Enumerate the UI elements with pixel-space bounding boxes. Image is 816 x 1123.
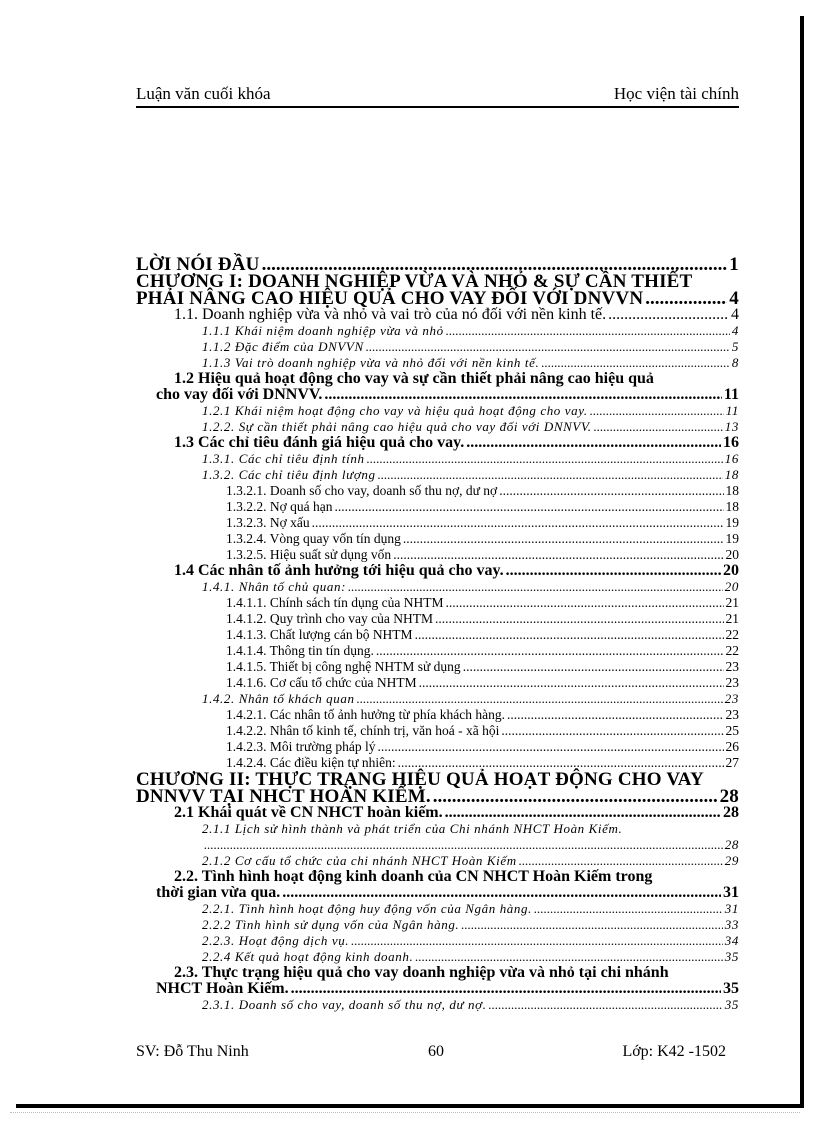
- toc-page-number: 18: [724, 467, 739, 482]
- toc-entry-title: 1.1. Doanh nghiệp vừa và nhỏ và vai trò của nó đối với nền kinh tế.: [174, 306, 607, 323]
- toc-entry-title: 2.3. Thực trạng hiệu quả cho vay doanh nghiệp vừa và nhỏ tại chi nhánh: [174, 964, 669, 981]
- toc-page-number: 23: [725, 675, 739, 690]
- toc-entry[interactable]: [136, 547, 739, 563]
- toc-entry[interactable]: [136, 499, 739, 515]
- toc-entry-title: 1.4.2.4. Các điều kiện tự nhiên:: [226, 755, 396, 770]
- toc-entry[interactable]: [136, 595, 739, 611]
- toc-entry-title: 2.2.3. Hoạt động dịch vụ.: [202, 933, 350, 948]
- toc-entry[interactable]: [136, 483, 739, 499]
- running-header: [136, 80, 739, 108]
- toc-entry-title: CHƯƠNG I: DOANH NGHIỆP VỪA VÀ NHỎ & SỰ CẦN THIẾT: [136, 271, 693, 292]
- toc-page-number: 20: [723, 562, 739, 579]
- toc-entry-title: 1.4.2.2. Nhân tố kinh tế, chính trị, văn hoá - xã hội: [226, 723, 500, 738]
- page-border-right: [800, 16, 804, 1106]
- toc-entry[interactable]: [136, 290, 739, 307]
- toc-entry[interactable]: [136, 643, 739, 659]
- toc-entry-title: 1.3.2.4. Vòng quay vốn tín dụng: [226, 531, 401, 546]
- toc-entry[interactable]: [136, 355, 739, 371]
- toc-entry[interactable]: [136, 788, 739, 805]
- header-rule: [136, 106, 739, 108]
- toc-entry[interactable]: [136, 755, 739, 771]
- toc-entry[interactable]: [136, 515, 739, 531]
- toc-page-number: 33: [724, 917, 739, 932]
- toc-entry-title: 1.4.2.1. Các nhân tố ảnh hưởng từ phía khách hàng.: [226, 707, 505, 722]
- toc-dot-leader: [519, 853, 723, 869]
- toc-entry[interactable]: [136, 933, 739, 949]
- toc-page-number: 29: [724, 853, 739, 868]
- toc-page-number: 20: [724, 579, 739, 594]
- toc-page-number: 23: [724, 691, 739, 706]
- toc-dot-leader: [463, 659, 724, 675]
- toc-entry-title: 1.4.1.1. Chính sách tín dụng của NHTM: [226, 595, 444, 610]
- toc-page-number: 26: [725, 739, 739, 754]
- page-border-bottom: [16, 1104, 804, 1108]
- toc-entry[interactable]: [136, 419, 739, 435]
- toc-page-number: 13: [724, 419, 739, 434]
- header-right-text: Học viện tài chính: [613, 84, 739, 103]
- toc-dot-leader: [282, 885, 721, 901]
- table-of-contents: [136, 256, 739, 1013]
- toc-page-number: 28: [719, 786, 739, 807]
- toc-entry[interactable]: [136, 981, 739, 997]
- footer-student: SV: Đỗ Thu Ninh: [136, 1043, 249, 1060]
- toc-dot-leader: [466, 435, 721, 451]
- toc-dot-leader: [357, 691, 723, 707]
- toc-dot-leader: [378, 467, 723, 483]
- toc-dot-leader: [398, 755, 724, 771]
- footer-class: Lớp: K42 -1502: [622, 1043, 726, 1060]
- toc-dot-leader: [488, 997, 722, 1013]
- footer-page-number: 60: [428, 1043, 444, 1060]
- toc-entry-title: 1.1.1 Khái niệm doanh nghiệp vừa và nhỏ: [202, 323, 444, 338]
- toc-dot-leader: [433, 788, 718, 805]
- toc-entry[interactable]: [136, 707, 739, 723]
- toc-entry-title: 1.3.1. Các chỉ tiêu định tính: [202, 451, 365, 466]
- toc-page-number: 22: [725, 643, 739, 658]
- toc-page-number: 4: [731, 306, 739, 323]
- header-left-text: Luận văn cuối khóa: [136, 84, 271, 103]
- toc-page-number: 18: [725, 499, 739, 514]
- toc-entry-title: 2.1.1 Lịch sử hình thành và phát triển của Chi nhánh NHCT Hoàn Kiếm.: [202, 821, 623, 836]
- toc-entry[interactable]: [136, 451, 739, 467]
- toc-entry-title: thời gian vừa qua.: [156, 884, 281, 901]
- toc-entry-line: [136, 869, 739, 885]
- toc-entry[interactable]: [136, 307, 739, 323]
- toc-entry-title: 1.2.2. Sự cần thiết phải nâng cao hiệu quả cho vay đối với DNNVV.: [202, 419, 592, 434]
- toc-entry-title: 1.3.2.2. Nợ quá hạn: [226, 499, 333, 514]
- toc-dot-leader: [377, 739, 723, 755]
- toc-dot-leader: [461, 917, 723, 933]
- toc-entry[interactable]: [136, 675, 739, 691]
- toc-page-number: 25: [725, 723, 739, 738]
- toc-dot-leader: [291, 981, 721, 997]
- page-edge-line: [10, 1112, 800, 1113]
- toc-page-number: 35: [723, 980, 739, 997]
- toc-dot-leader: [507, 707, 724, 723]
- toc-dot-leader: [393, 547, 723, 563]
- toc-dot-leader: [445, 595, 723, 611]
- toc-page-number: 23: [725, 659, 739, 674]
- toc-entry-title: 1.2.1 Khái niệm hoạt động cho vay và hiệu quả hoạt động cho vay.: [202, 403, 588, 418]
- toc-entry-title: 2.2.4 Kết quả hoạt động kinh doanh.: [202, 949, 414, 964]
- toc-page-number: 16: [723, 434, 739, 451]
- toc-page-number: 27: [725, 755, 739, 770]
- toc-page-number: 19: [725, 515, 739, 530]
- toc-dot-leader: [415, 949, 723, 965]
- toc-dot-leader: [608, 307, 729, 323]
- toc-page-number: 8: [731, 355, 739, 370]
- toc-dot-leader: [499, 483, 723, 499]
- toc-dot-leader: [335, 499, 724, 515]
- toc-entry-title: CHƯƠNG II: THỰC TRẠNG HIỆU QUẢ HOẠT ĐỘNG CHO VAY: [136, 769, 704, 790]
- toc-dot-leader: [446, 323, 730, 339]
- toc-page-number: 22: [725, 627, 739, 642]
- toc-entry[interactable]: [136, 885, 739, 901]
- toc-entry[interactable]: [136, 917, 739, 933]
- toc-entry[interactable]: [136, 403, 739, 419]
- toc-dot-leader: [590, 403, 724, 419]
- toc-entry-title: 1.4.2. Nhân tố khách quan: [202, 691, 355, 706]
- toc-entry-line: [136, 965, 739, 981]
- toc-dot-leader: [506, 563, 721, 579]
- toc-dot-leader: [367, 451, 723, 467]
- toc-dot-leader: [435, 611, 724, 627]
- toc-dot-leader: [501, 723, 723, 739]
- toc-entry-title: 1.2 Hiệu quả hoạt động cho vay và sự cần thiết phải nâng cao hiệu quả: [174, 370, 654, 387]
- toc-entry[interactable]: [136, 467, 739, 483]
- toc-entry-title: 1.4 Các nhân tố ảnh hưởng tới hiệu quả cho vay.: [174, 562, 504, 579]
- toc-entry-title: 1.3.2.5. Hiệu suất sử dụng vốn: [226, 547, 392, 562]
- toc-dot-leader: [376, 643, 724, 659]
- toc-dot-leader: [324, 387, 722, 403]
- toc-entry-line: [136, 371, 739, 387]
- toc-entry-title: 1.3.2. Các chỉ tiêu định lượng: [202, 467, 376, 482]
- toc-entry[interactable]: [136, 837, 739, 853]
- toc-entry-title: 1.4.1.6. Cơ cấu tổ chức của NHTM: [226, 675, 417, 690]
- toc-entry[interactable]: [136, 691, 739, 707]
- toc-entry-title: 1.4.2.3. Môi trường pháp lý: [226, 739, 376, 754]
- toc-entry-title: 1.3 Các chỉ tiêu đánh giá hiệu quả cho vay.: [174, 434, 465, 451]
- toc-entry[interactable]: [136, 611, 739, 627]
- toc-page-number: 4: [731, 323, 739, 338]
- toc-entry[interactable]: [136, 739, 739, 755]
- toc-entry-title: 1.1.3 Vai trò doanh nghiệp vừa và nhỏ đối với nền kinh tế.: [202, 355, 540, 370]
- toc-page-number: 16: [724, 451, 739, 466]
- toc-page-number: 19: [725, 531, 739, 546]
- toc-entry[interactable]: [136, 949, 739, 965]
- toc-entry[interactable]: [136, 339, 739, 355]
- toc-entry-title: 1.3.2.3. Nợ xấu: [226, 515, 310, 530]
- toc-dot-leader: [312, 515, 724, 531]
- toc-entry-title: 1.1.2 Đặc điểm của DNVVN: [202, 339, 364, 354]
- toc-entry-title: PHẢI NÂNG CAO HIỆU QUẢ CHO VAY ĐỐI VỚI DNVVN: [136, 288, 644, 309]
- toc-dot-leader: [645, 290, 727, 307]
- toc-entry-title: 1.4.1. Nhân tố chủ quan:: [202, 579, 347, 594]
- toc-dot-leader: [351, 933, 723, 949]
- toc-entry-title: 1.3.2.1. Doanh số cho vay, doanh số thu nợ, dư nợ: [226, 483, 498, 498]
- toc-entry-line: [136, 821, 739, 837]
- toc-dot-leader: [204, 837, 723, 853]
- toc-entry[interactable]: [136, 256, 739, 273]
- toc-page-number: 21: [725, 595, 739, 610]
- toc-dot-leader: [415, 627, 724, 643]
- toc-entry[interactable]: [136, 387, 739, 403]
- toc-page-number: 4: [729, 288, 739, 309]
- toc-entry-title: 2.2. Tình hình hoạt động kinh doanh của CN NHCT Hoàn Kiếm trong: [174, 868, 653, 885]
- toc-page-number: 31: [723, 884, 739, 901]
- toc-page-number: 21: [725, 611, 739, 626]
- toc-entry[interactable]: [136, 997, 739, 1013]
- toc-entry-title: 1.4.1.4. Thông tin tín dụng.: [226, 643, 374, 658]
- toc-entry[interactable]: [136, 579, 739, 595]
- toc-dot-leader: [419, 675, 724, 691]
- toc-dot-leader: [534, 901, 723, 917]
- toc-page-number: 1: [729, 254, 739, 275]
- toc-entry-title: cho vay đối với DNNVV.: [156, 386, 323, 403]
- toc-entry[interactable]: [136, 563, 739, 579]
- toc-page-number: 11: [723, 386, 739, 403]
- toc-entry[interactable]: [136, 659, 739, 675]
- toc-page-number: 35: [724, 949, 739, 964]
- toc-dot-leader: [262, 256, 728, 273]
- toc-page-number: 35: [724, 997, 739, 1012]
- toc-entry-title: 1.4.1.5. Thiết bị công nghệ NHTM sử dụng: [226, 659, 461, 674]
- toc-entry[interactable]: [136, 901, 739, 917]
- toc-dot-leader: [445, 805, 721, 821]
- toc-entry-title: 2.1.2 Cơ cấu tổ chức của chi nhánh NHCT Hoàn Kiếm: [202, 853, 517, 868]
- toc-entry-title: 2.3.1. Doanh số cho vay, doanh số thu nợ, dư nợ.: [202, 997, 487, 1012]
- toc-entry-title: 2.2.1. Tình hình hoạt động huy động vốn của Ngân hàng.: [202, 901, 532, 916]
- toc-entry[interactable]: [136, 323, 739, 339]
- toc-page-number: 34: [724, 933, 739, 948]
- toc-entry-title: DNNVV TẠI NHCT HOÀN KIẾM.: [136, 786, 431, 807]
- toc-page-number: 23: [725, 707, 739, 722]
- toc-entry[interactable]: [136, 627, 739, 643]
- running-footer: [136, 1043, 726, 1067]
- toc-dot-leader: [366, 339, 730, 355]
- toc-page-number: 5: [731, 339, 739, 354]
- toc-entry-title: 2.2.2 Tình hình sử dụng vốn của Ngân hàng.: [202, 917, 460, 932]
- toc-dot-leader: [594, 419, 723, 435]
- toc-dot-leader: [403, 531, 724, 547]
- toc-entry[interactable]: [136, 805, 739, 821]
- toc-entry[interactable]: [136, 853, 739, 869]
- toc-entry-title: 2.1 Khái quát về CN NHCT hoàn kiếm.: [174, 804, 443, 821]
- toc-page-number: 20: [725, 547, 739, 562]
- toc-entry[interactable]: [136, 531, 739, 547]
- toc-page-number: 11: [725, 403, 739, 418]
- toc-page-number: 28: [724, 837, 739, 852]
- toc-page-number: 28: [723, 804, 739, 821]
- toc-dot-leader: [541, 355, 730, 371]
- toc-page-number: 31: [724, 901, 739, 916]
- toc-page-number: 18: [725, 483, 739, 498]
- toc-dot-leader: [348, 579, 723, 595]
- toc-entry-title: 1.4.1.2. Quy trình cho vay của NHTM: [226, 611, 433, 626]
- toc-entry-title: NHCT Hoàn Kiếm.: [156, 980, 289, 997]
- toc-entry[interactable]: [136, 723, 739, 739]
- toc-entry[interactable]: [136, 435, 739, 451]
- toc-entry-title: 1.4.1.3. Chất lượng cán bộ NHTM: [226, 627, 413, 642]
- toc-entry-title: LỜI NÓI ĐẦU: [136, 254, 260, 275]
